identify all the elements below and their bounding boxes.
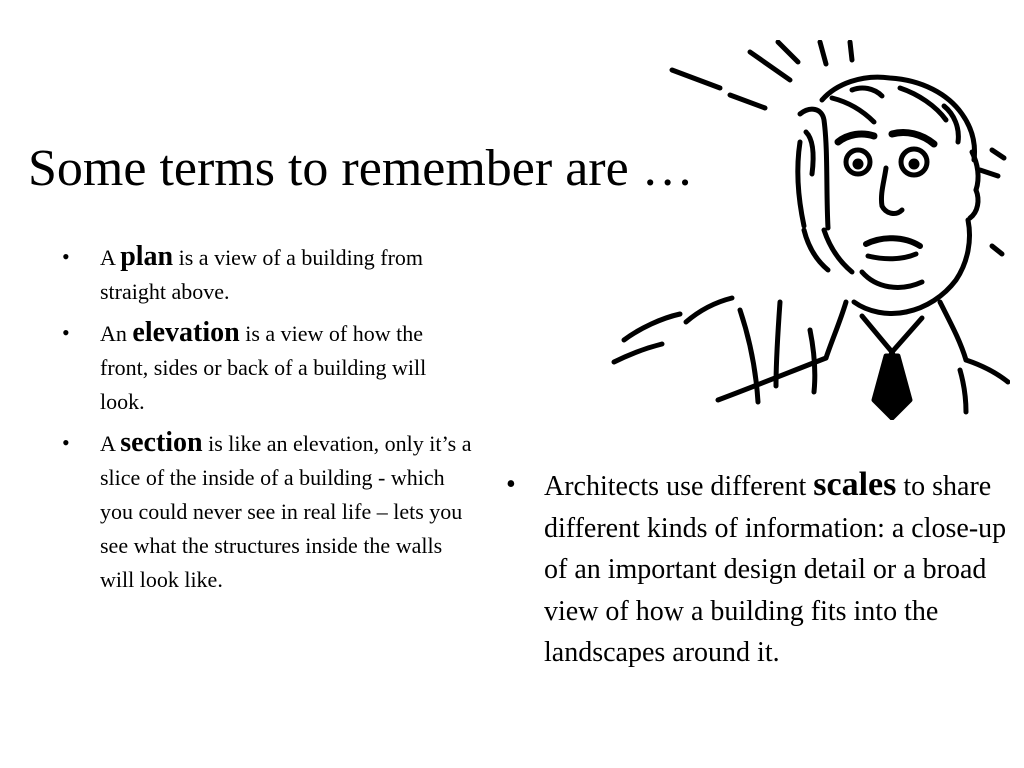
bullet-text-post: is a view of how the front, sides or back of a building will look.: [100, 321, 427, 414]
bullet-marker: •: [62, 244, 70, 269]
bullet-text-post: is a view of a building from straight above.: [100, 245, 424, 304]
right-bullet-list: [506, 464, 1012, 674]
bullet-text-pre: A: [100, 431, 121, 456]
list-item-scales: [506, 464, 1012, 674]
slide-title: Some terms to remember are …: [28, 140, 694, 197]
left-bullet-list: [62, 240, 472, 604]
bullet-marker: •: [506, 469, 516, 500]
bullet-text-post: to share different kinds of information: a close-up of an important design detail or a broad view of how a building fits into the landscapes around it.: [544, 471, 1007, 668]
bullet-text-pre: Architects use different: [544, 471, 814, 502]
list-item-section: [62, 426, 472, 597]
term-plan: plan: [120, 241, 174, 272]
bullet-text-pre: A: [100, 245, 121, 270]
term-elevation: elevation: [132, 317, 240, 348]
bullet-text-pre: An: [100, 321, 133, 346]
list-item-elevation: [62, 316, 472, 419]
bullet-marker: •: [62, 430, 70, 455]
term-section: section: [120, 427, 203, 458]
list-item-plan: [62, 240, 472, 309]
surprised-man-icon: [600, 40, 1010, 420]
term-scales: scales: [813, 466, 897, 503]
bullet-text-post: is like an elevation, only it’s a slice of the inside of a building - which you could never see in real life – lets you see what the structures inside the walls will look like.: [100, 431, 472, 592]
bullet-marker: •: [62, 320, 70, 345]
